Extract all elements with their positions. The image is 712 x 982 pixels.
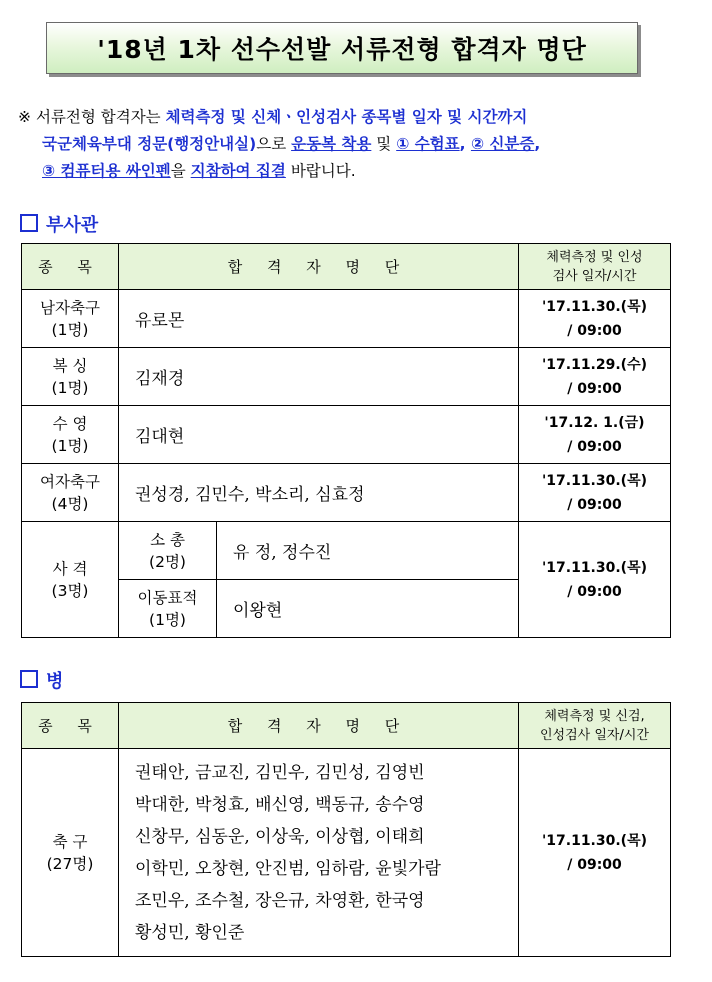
notice-text: 으로 (256, 135, 292, 153)
subcategory-cell (119, 522, 217, 580)
date-cell (519, 749, 671, 957)
table-header-row (22, 703, 671, 749)
names-cell: 권성경, 김민수, 박소리, 심효정 (119, 464, 519, 522)
notice-text: 바랍니다. (285, 162, 356, 180)
names-line: 박대한, 박청효, 배신영, 백동규, 송수영 (135, 794, 425, 815)
notice-text: , (534, 135, 541, 153)
header-line: 체력측정 및 인성 (546, 249, 643, 265)
date-text: '17.11.29.(수) (541, 356, 647, 373)
date-cell (519, 290, 671, 348)
time-text: / 09:00 (567, 438, 622, 455)
subcategory-count: (1명) (149, 610, 186, 629)
names-cell: 유로몬 (119, 290, 519, 348)
notice-highlight: ① 수험표 (396, 135, 460, 153)
time-text: / 09:00 (567, 380, 622, 397)
table-row (22, 749, 671, 957)
subcategory-name: 소 총 (150, 530, 185, 549)
category-count: (27명) (46, 854, 94, 873)
date-cell (519, 348, 671, 406)
title-text: '18년 1차 선수선발 서류전형 합격자 명단 (97, 35, 587, 64)
category-count: (1명) (51, 378, 89, 397)
notice-highlight: ② 신분증 (470, 135, 535, 153)
names-line: 신창무, 심동운, 이상욱, 이상협, 이태희 (135, 826, 425, 847)
subcategory-count: (2명) (149, 552, 186, 571)
category-name: 남자축구 (40, 298, 100, 317)
date-text: '17.12. 1.(금) (544, 414, 645, 431)
date-text: '17.11.30.(목) (541, 832, 647, 849)
table-row (22, 522, 671, 580)
checkbox-square-icon (20, 214, 38, 232)
category-name: 복 싱 (52, 356, 88, 375)
category-count: (1명) (51, 436, 89, 455)
table-row (22, 348, 671, 406)
notice-highlight: 운동복 착용 (291, 135, 372, 153)
header-cell (519, 244, 671, 290)
category-count: (1명) (51, 320, 89, 339)
notice-line-2 (18, 131, 688, 158)
table-soldiers (21, 702, 671, 957)
header-line: 인성검사 일자/시간 (540, 727, 649, 743)
names-cell (119, 749, 519, 957)
category-name: 사 격 (52, 559, 88, 578)
header-cell: 종 목 (22, 244, 119, 290)
notice-mark: ※ (18, 108, 31, 126)
category-count: (4명) (51, 494, 89, 513)
names-cell: 김대현 (119, 406, 519, 464)
category-cell (22, 749, 119, 957)
notice-highlight: 지참하여 집결 (190, 162, 286, 180)
section-heading-2 (20, 667, 63, 693)
names-cell: 김재경 (119, 348, 519, 406)
notice-line-1 (18, 104, 688, 131)
category-name: 여자축구 (40, 472, 100, 491)
time-text: / 09:00 (567, 496, 622, 513)
subcategory-name: 이동표적 (137, 588, 198, 607)
date-text: '17.11.30.(목) (541, 298, 647, 315)
page-title (46, 22, 638, 74)
category-cell (22, 406, 119, 464)
table-officers (21, 243, 671, 638)
notice-highlight: 국군체육부대 정문(행정안내실) (42, 135, 257, 153)
names-line: 이학민, 오창현, 안진범, 임하람, 윤빛가람 (135, 858, 441, 879)
header-cell: 합 격 자 명 단 (119, 244, 519, 290)
notice (18, 104, 688, 185)
date-text: '17.11.30.(목) (541, 559, 647, 576)
notice-line-3 (18, 158, 688, 185)
names-cell: 유 정, 정수진 (217, 522, 519, 580)
category-name: 수 영 (52, 414, 88, 433)
notice-text: , (459, 135, 471, 153)
header-cell: 종 목 (22, 703, 119, 749)
time-text: / 09:00 (567, 856, 622, 873)
section-heading-1 (20, 211, 98, 237)
date-cell (519, 464, 671, 522)
names-cell: 이왕현 (217, 580, 519, 638)
notice-highlight: 체력측정 및 신체ㆍ인성검사 종목별 일자 및 시간까지 (165, 108, 528, 126)
category-cell (22, 290, 119, 348)
table-row (22, 406, 671, 464)
table-row (22, 464, 671, 522)
header-cell: 합 격 자 명 단 (119, 703, 519, 749)
date-cell (519, 522, 671, 638)
names-line: 조민우, 조수철, 장은규, 차영환, 한국영 (135, 890, 425, 911)
date-text: '17.11.30.(목) (541, 472, 647, 489)
table-header-row (22, 244, 671, 290)
notice-text: 및 (371, 135, 397, 153)
time-text: / 09:00 (567, 583, 622, 600)
header-line: 체력측정 및 신검, (544, 708, 645, 724)
category-cell (22, 522, 119, 638)
category-count: (3명) (51, 581, 89, 600)
names-line: 황성민, 황인준 (135, 922, 245, 943)
table-row (22, 290, 671, 348)
notice-highlight: ③ 컴퓨터용 싸인펜 (42, 162, 171, 180)
notice-text: 을 (170, 162, 191, 180)
category-name: 축 구 (52, 832, 88, 851)
notice-text: 서류전형 합격자는 (35, 108, 166, 126)
checkbox-square-icon (20, 670, 38, 688)
subcategory-cell (119, 580, 217, 638)
header-cell (519, 703, 671, 749)
section-title: 부사관 (46, 215, 99, 236)
category-cell (22, 464, 119, 522)
section-title: 병 (46, 671, 64, 692)
header-line: 검사 일자/시간 (552, 268, 637, 284)
names-line: 권태안, 금교진, 김민우, 김민성, 김영빈 (135, 762, 425, 783)
date-cell (519, 406, 671, 464)
time-text: / 09:00 (567, 322, 622, 339)
category-cell (22, 348, 119, 406)
